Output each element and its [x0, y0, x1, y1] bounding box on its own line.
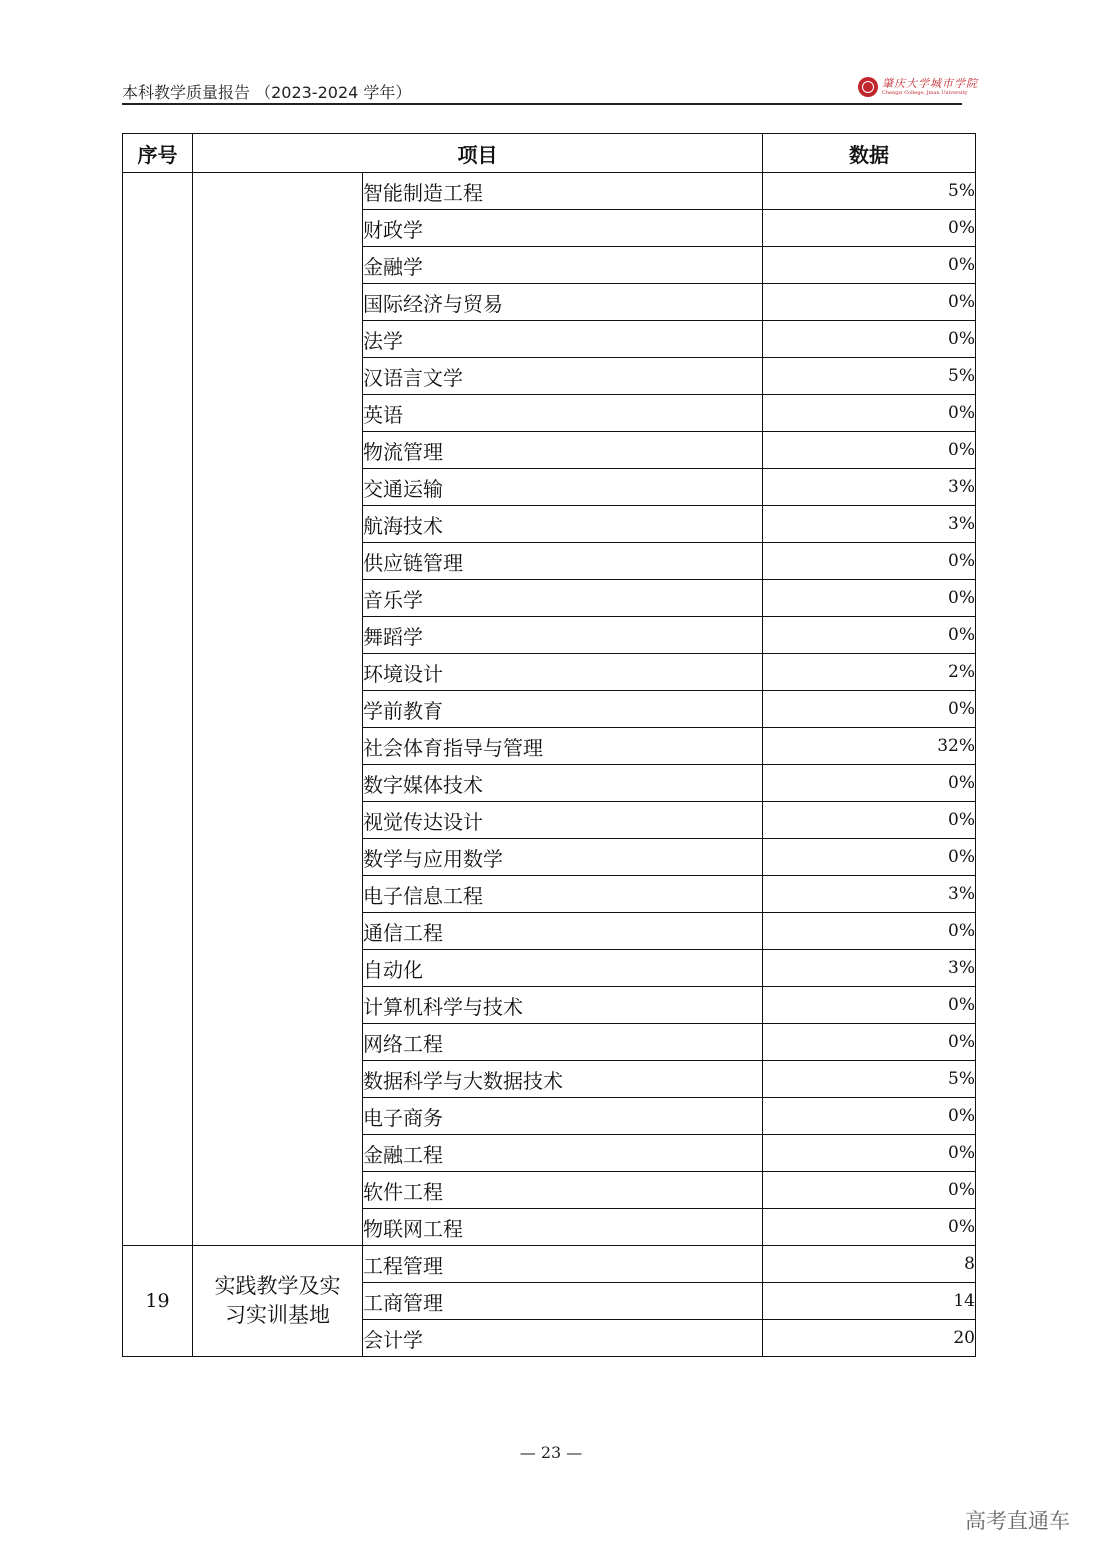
college-logo: [858, 76, 978, 98]
major-name: 舞蹈学: [363, 617, 763, 654]
major-value: 0%: [763, 1098, 976, 1135]
major-name: 财政学: [363, 210, 763, 247]
seq-cell-continued: [123, 173, 193, 1246]
major-name: 视觉传达设计: [363, 802, 763, 839]
major-value: 5%: [763, 173, 976, 210]
major-value: 5%: [763, 358, 976, 395]
table-row: [123, 1246, 976, 1283]
major-name: 供应链管理: [363, 543, 763, 580]
logo-english-name: Chengzi College, Jinan University: [882, 90, 968, 96]
major-value: 0%: [763, 321, 976, 358]
major-name: 交通运输: [363, 469, 763, 506]
major-value: 0%: [763, 284, 976, 321]
major-name: 环境设计: [363, 654, 763, 691]
page-number: — 23 —: [519, 1443, 583, 1462]
major-name: 金融工程: [363, 1135, 763, 1172]
major-name: 音乐学: [363, 580, 763, 617]
major-value: 3%: [763, 876, 976, 913]
table-row: [123, 173, 976, 210]
major-name: 汉语言文学: [363, 358, 763, 395]
major-name: 英语: [363, 395, 763, 432]
major-value: 0%: [763, 802, 976, 839]
major-name: 计算机科学与技术: [363, 987, 763, 1024]
major-value: 3%: [763, 506, 976, 543]
major-value: 0%: [763, 395, 976, 432]
major-name: 国际经济与贸易: [363, 284, 763, 321]
data-table: [122, 133, 976, 1357]
major-value: 0%: [763, 765, 976, 802]
major-value: 3%: [763, 469, 976, 506]
major-name: 数字媒体技术: [363, 765, 763, 802]
major-value: 0%: [763, 210, 976, 247]
major-name: 智能制造工程: [363, 173, 763, 210]
group-label-line1: 实践教学及实: [214, 1274, 341, 1298]
major-value: 0%: [763, 691, 976, 728]
major-name: 数学与应用数学: [363, 839, 763, 876]
group-label-cell: [193, 1246, 363, 1357]
major-value: 0%: [763, 1024, 976, 1061]
major-name: 网络工程: [363, 1024, 763, 1061]
major-name: 会计学: [363, 1320, 763, 1357]
major-value: 14: [763, 1283, 976, 1320]
table-body: [123, 173, 976, 1357]
major-value: 0%: [763, 1209, 976, 1246]
major-name: 电子信息工程: [363, 876, 763, 913]
major-value: 0%: [763, 839, 976, 876]
header-item: 项目: [193, 134, 763, 173]
major-value: 0%: [763, 1172, 976, 1209]
major-value: 0%: [763, 543, 976, 580]
watermark: 高考直通车: [965, 1509, 1070, 1533]
major-value: 5%: [763, 1061, 976, 1098]
major-name: 工程管理: [363, 1246, 763, 1283]
major-name: 数据科学与大数据技术: [363, 1061, 763, 1098]
major-name: 自动化: [363, 950, 763, 987]
header-divider: [122, 103, 962, 105]
major-name: 工商管理: [363, 1283, 763, 1320]
major-value: 20: [763, 1320, 976, 1357]
major-value: 3%: [763, 950, 976, 987]
group-label-line2: 习实训基地: [225, 1303, 330, 1327]
major-value: 0%: [763, 987, 976, 1024]
major-value: 2%: [763, 654, 976, 691]
major-value: 8: [763, 1246, 976, 1283]
major-name: 软件工程: [363, 1172, 763, 1209]
logo-chinese-name: 肇庆大学城市学院: [882, 77, 978, 90]
major-value: 32%: [763, 728, 976, 765]
major-name: 学前教育: [363, 691, 763, 728]
header-data: 数据: [763, 134, 976, 173]
major-value: 0%: [763, 617, 976, 654]
major-name: 通信工程: [363, 913, 763, 950]
table-header-row: [123, 134, 976, 173]
major-value: 0%: [763, 580, 976, 617]
major-name: 物联网工程: [363, 1209, 763, 1246]
group-cell-continued: [193, 173, 363, 1246]
major-name: 物流管理: [363, 432, 763, 469]
header-seq: 序号: [123, 134, 193, 173]
major-name: 金融学: [363, 247, 763, 284]
major-name: 法学: [363, 321, 763, 358]
major-value: 0%: [763, 1135, 976, 1172]
major-value: 0%: [763, 247, 976, 284]
major-name: 航海技术: [363, 506, 763, 543]
college-seal-icon: [858, 77, 878, 97]
major-value: 0%: [763, 432, 976, 469]
header-title: 本科教学质量报告 （2023-2024 学年）: [122, 83, 412, 102]
seq-cell: 19: [123, 1246, 193, 1357]
major-name: 社会体育指导与管理: [363, 728, 763, 765]
major-value: 0%: [763, 913, 976, 950]
major-name: 电子商务: [363, 1098, 763, 1135]
